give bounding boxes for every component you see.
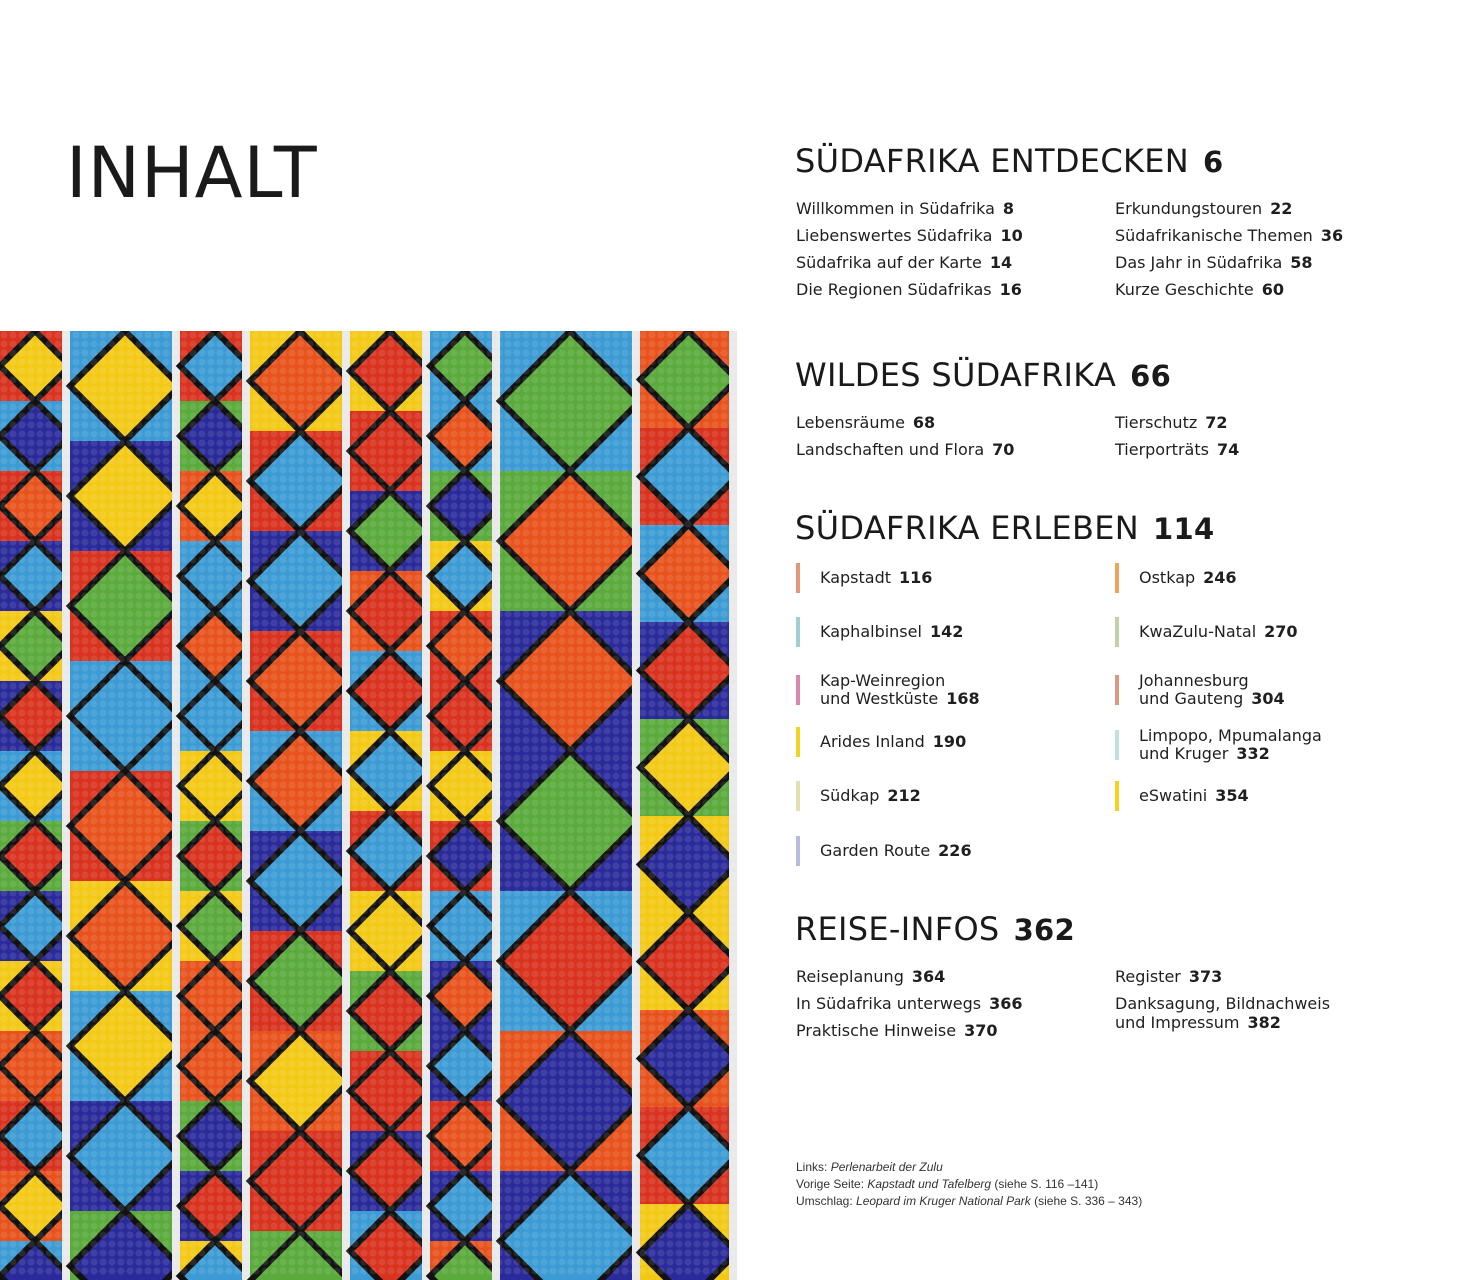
region-page: 270 [1264,622,1298,641]
toc-label: Erkundungstouren [1115,199,1263,218]
region-label: Südkap [820,786,880,805]
toc-entry[interactable] [1115,409,1239,436]
region-entry-kapstadt[interactable] [796,563,932,593]
section-page: 362 [1013,913,1075,947]
toc-label: Tierschutz [1115,413,1198,432]
region-color-bar [1115,617,1119,647]
zulu-beadwork-photo [0,331,737,1280]
caption-italic: Leopard im Kruger National Park [856,1194,1031,1208]
toc-entry[interactable] [796,249,1023,276]
toc-page: 22 [1270,199,1293,218]
toc-label: Danksagung, Bildnachweis [1115,994,1331,1013]
region-color-bar [796,781,800,811]
toc-label: und Impressum [1115,1013,1240,1032]
toc-page: 366 [989,994,1023,1013]
caption-prefix: Umschlag: [796,1194,857,1208]
region-page: 246 [1203,568,1237,587]
region-color-bar [796,563,800,593]
section-title: WILDES SÜDAFRIKA [795,356,1117,394]
toc-page: 58 [1290,253,1313,272]
toc-page: 382 [1247,1013,1281,1032]
region-entry-arides-inland[interactable] [796,727,966,757]
toc-page: 70 [992,440,1015,459]
region-label: Kapstadt [820,568,892,587]
caption-suffix: (siehe S. 116 –141) [991,1177,1099,1191]
toc-entry[interactable] [1115,963,1330,990]
region-entry-kwazulu-natal[interactable] [1115,617,1298,647]
toc-page: 72 [1205,413,1228,432]
toc-list-wildes-left [796,409,1014,463]
toc-label: Südafrikanische Themen [1115,226,1313,245]
toc-list-entdecken-right [1115,195,1343,303]
toc-label: Register [1115,967,1181,986]
region-label-line2: und Kruger [1139,744,1229,763]
region-label: Johannesburg [1139,671,1249,690]
toc-label: Die Regionen Südafrikas [796,280,992,299]
toc-label: Kurze Geschichte [1115,280,1254,299]
toc-entry[interactable] [1115,276,1343,303]
region-entry-weinregion[interactable] [796,672,980,708]
toc-entry[interactable] [796,409,1014,436]
toc-entry[interactable] [796,276,1023,303]
toc-entry[interactable] [796,1017,1023,1044]
toc-page: 8 [1002,199,1015,218]
section-title: SÜDAFRIKA ERLEBEN [795,509,1139,547]
region-page: 116 [899,568,933,587]
toc-label: Lebensräume [796,413,905,432]
toc-page: 370 [964,1021,998,1040]
toc-label: Reiseplanung [796,967,904,986]
region-page: 354 [1215,786,1249,805]
region-label: Kap-Weinregion [820,671,946,690]
toc-page: 16 [999,280,1022,299]
section-title: SÜDAFRIKA ENTDECKEN [795,142,1190,180]
toc-label: Tierporträts [1115,440,1209,459]
toc-page: 10 [1000,226,1023,245]
region-entry-kaphalbinsel[interactable] [796,617,963,647]
region-entry-garden-route[interactable] [796,836,972,866]
region-color-bar [796,617,800,647]
region-color-bar [796,727,800,757]
toc-entry[interactable] [796,963,1023,990]
region-label: Arides Inland [820,732,925,751]
section-heading-entdecken[interactable] [795,142,1224,180]
toc-entry[interactable] [1115,249,1343,276]
toc-entry[interactable] [1115,1013,1330,1032]
region-page: 168 [946,689,980,708]
region-color-bar [796,836,800,866]
region-page: 142 [929,622,964,641]
toc-entry[interactable] [796,195,1023,222]
toc-list-entdecken-left [796,195,1023,303]
toc-entry[interactable] [796,436,1014,463]
region-color-bar [1115,730,1119,760]
toc-entry[interactable] [1115,994,1330,1013]
region-page: 332 [1236,744,1270,763]
toc-list-wildes-right [1115,409,1239,463]
toc-entry[interactable] [1115,195,1343,222]
region-entry-ostkap[interactable] [1115,563,1237,593]
toc-page: 364 [911,967,946,986]
section-title: REISE-INFOS [795,910,1000,948]
region-color-bar [796,675,800,705]
image-credits [796,1159,1142,1210]
region-label-line2: und Westküste [820,689,939,708]
caption-italic: Perlenarbeit der Zulu [830,1160,943,1174]
toc-label: Praktische Hinweise [796,1021,957,1040]
section-page: 6 [1203,145,1224,179]
region-label: eSwatini [1139,786,1208,805]
toc-label: Das Jahr in Südafrika [1115,253,1283,272]
region-entry-eswatini[interactable] [1115,781,1249,811]
region-page: 190 [932,732,967,751]
region-label: Ostkap [1139,568,1196,587]
region-label: Garden Route [820,841,931,860]
toc-label: Südafrika auf der Karte [796,253,982,272]
caption-line [796,1159,1142,1176]
toc-entry[interactable] [1115,436,1239,463]
page-title: INHALT [66,132,318,214]
caption-prefix: Vorige Seite: [796,1177,868,1191]
region-label: KwaZulu-Natal [1139,622,1257,641]
section-page: 114 [1152,512,1215,546]
toc-list-reise-right [1115,963,1330,1032]
region-color-bar [1115,781,1119,811]
toc-page: 36 [1320,226,1344,245]
beadwork-image [0,331,737,1280]
region-page: 226 [938,841,972,860]
toc-label: In Südafrika unterwegs [796,994,982,1013]
section-heading-wildes[interactable] [795,356,1171,394]
caption-italic: Kapstadt und Tafelberg [867,1177,992,1191]
section-heading-reise-infos[interactable] [795,910,1075,948]
toc-label: Landschaften und Flora [796,440,985,459]
toc-page: 68 [912,413,936,432]
region-entry-johannesburg[interactable] [1115,672,1285,708]
toc-entry[interactable] [796,990,1023,1017]
toc-list-reise-left [796,963,1023,1044]
caption-line [796,1176,1142,1193]
region-entry-suedkap[interactable] [796,781,921,811]
region-entry-limpopo[interactable] [1115,727,1322,763]
toc-page: 74 [1216,440,1240,459]
toc-page: 373 [1188,967,1223,986]
section-page: 66 [1130,359,1172,393]
region-color-bar [1115,563,1119,593]
toc-label: Liebenswertes Südafrika [796,226,993,245]
region-label: Limpopo, Mpumalanga [1139,726,1322,745]
toc-page: 14 [989,253,1013,272]
region-page: 304 [1251,689,1285,708]
region-page: 212 [887,786,921,805]
caption-suffix: (siehe S. 336 – 343) [1030,1194,1143,1208]
toc-entry[interactable] [1115,222,1343,249]
toc-entry[interactable] [796,222,1023,249]
toc-label: Willkommen in Südafrika [796,199,995,218]
region-label: Kaphalbinsel [820,622,922,641]
toc-page: 60 [1261,280,1285,299]
caption-line [796,1193,1142,1210]
region-color-bar [1115,675,1119,705]
region-label-line2: und Gauteng [1139,689,1244,708]
caption-prefix: Links: [796,1160,831,1174]
section-heading-erleben[interactable] [795,509,1214,547]
